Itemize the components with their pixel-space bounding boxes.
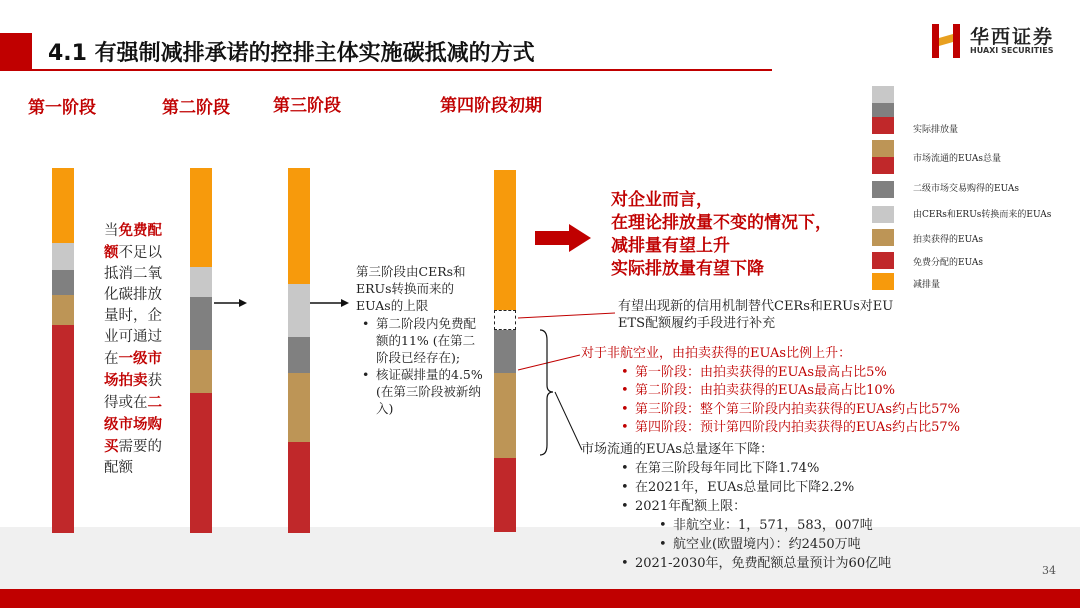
right-arrow-icon: [535, 224, 591, 252]
note-text: 需要的配额: [104, 439, 162, 476]
legend-swatch: [872, 273, 894, 290]
page-title: 4.1 有强制减排承诺的控排主体实施碳抵减的方式: [48, 41, 535, 66]
auction-note-item: • 第四阶段：预计第四阶段内拍卖获得的EUAs约占比57%: [619, 419, 960, 438]
enterprise-note-line: 对企业而言，: [611, 190, 713, 210]
legend-label: 市场流通的EUAs总量: [913, 154, 1001, 164]
market-note-item: • 2021年配额上限：: [619, 497, 891, 516]
phase-4-label: 第四阶段初期: [440, 96, 542, 116]
legend-swatch-top-dark: [872, 103, 894, 117]
phase-1-label: 第一阶段: [28, 98, 96, 118]
enterprise-note: [611, 189, 832, 281]
legend-label: 由CERs和ERUs转换而来的EUAs: [913, 210, 1052, 220]
auction-note-item: • 第一阶段：由拍卖获得的EUAs最高占比5%: [619, 364, 960, 383]
legend-label: 减排量: [913, 280, 941, 290]
note-text: 当: [104, 223, 119, 239]
legend-swatch: [872, 229, 894, 246]
logo-chinese-name: 华西证券: [970, 26, 1055, 48]
legend-swatch-top-gray: [872, 86, 894, 103]
credit-mechanism-note: 有望出现新的信用机制替代CERs和ERUs对EU ETS配额履约手段进行补充: [618, 299, 894, 331]
logo-english-name: HUAXI SECURITIES: [970, 46, 1054, 55]
note-text: 不足以抵消二氧化碳排放量时，企业可通过在: [104, 245, 162, 367]
note-highlight-secondary: 二级市场购买: [104, 394, 162, 455]
legend-swatch: [872, 181, 894, 198]
phase-3-note-item: • 核证碳排量的4.5% (在第三阶段被新纳入): [360, 366, 484, 417]
market-note-subitem: • 非航空业：1，571，583，007吨: [657, 516, 891, 535]
enterprise-note-line: 实际排放量有望下降: [611, 259, 764, 279]
auction-share-note: [581, 345, 960, 438]
legend-label: 二级市场交易购得的EUAs: [913, 184, 1019, 194]
note-highlight-auction: 一级市场拍卖: [104, 350, 162, 389]
market-note-item: • 2021-2030年，免费配额总量预计为60亿吨: [619, 554, 891, 573]
phase-2-label: 第二阶段: [162, 98, 230, 118]
legend-swatch: [872, 252, 894, 269]
market-note-item: • 在第三阶段每年同比下降1.74%: [619, 459, 891, 478]
auction-note-item: • 第二阶段：由拍卖获得的EUAs最高占比10%: [619, 382, 960, 401]
enterprise-note-line: 在理论排放量不变的情况下，: [611, 213, 832, 233]
legend-swatch: [872, 117, 894, 134]
enterprise-note-line: 减排量有望上升: [611, 236, 730, 256]
page-number: 34: [1042, 564, 1056, 577]
market-euas-note: [581, 440, 891, 573]
note-highlight-free: 免费配额: [104, 222, 162, 261]
auction-note-intro: 对于非航空业，由拍卖获得的EUAs比例上升：: [581, 346, 852, 361]
note-text: 获得或在: [104, 373, 162, 411]
legend-swatch: [872, 206, 894, 223]
footer-red-bar: [0, 589, 1080, 608]
market-note-item: • 在2021年，EUAs总量同比下降2.2%: [619, 478, 891, 497]
phase-3-note-item: • 第二阶段内免费配额的11% (在第二阶段已经存在);: [360, 315, 484, 366]
legend-label: 实际排放量: [913, 125, 959, 135]
legend-label: 免费分配的EUAs: [913, 258, 983, 268]
phase-3-label: 第三阶段: [273, 96, 341, 116]
market-note-intro: 市场流通的EUAs总量逐年下降：: [581, 442, 774, 457]
legend-swatch: [872, 140, 894, 157]
phase-3-note-intro: 第三阶段由CERs和ERUs转换而来的EUAs的上限: [356, 264, 466, 313]
legend-label: 拍卖获得的EUAs: [913, 235, 983, 245]
legend-swatch: [872, 157, 894, 174]
market-note-subitem: • 航空业(欧盟境内）：约2450万吨: [657, 535, 891, 554]
auction-note-item: • 第三阶段：整个第三阶段内拍卖获得的EUAs约占比57%: [619, 401, 960, 420]
